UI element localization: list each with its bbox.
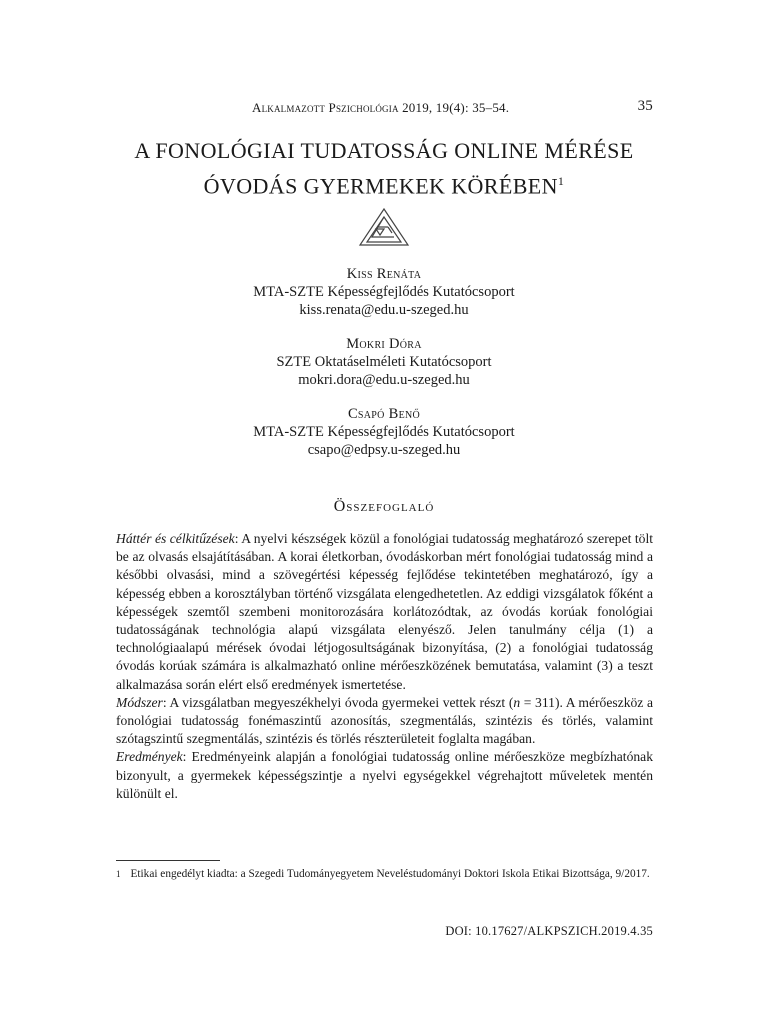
abstract-body: [116, 530, 653, 803]
results-label: Eredmények: [116, 749, 183, 765]
author-block: [0, 405, 768, 459]
title-line-2-text: ÓVODÁS GYERMEKEK KÖRÉBEN: [203, 173, 558, 199]
journal-triangle-logo-icon: [358, 207, 410, 247]
footnote-mark: 1: [116, 869, 121, 879]
footnote: [116, 865, 653, 883]
author-affiliation: MTA-SZTE Képességfejlődés Kutatócsoport: [253, 424, 515, 440]
footnote-text: Etikai engedélyt kiadta: a Szegedi Tudományegyetem Neveléstudományi Doktori Iskola Etikai Bizottsága, 9/2017.: [130, 868, 650, 880]
author-email: mokri.dora@edu.u-szeged.hu: [298, 372, 470, 388]
abstract-method: [116, 694, 653, 749]
journal-citation: Alkalmazott Pszichológia 2019, 19(4): 35–54.: [252, 100, 510, 115]
author-email: csapo@edpsy.u-szeged.hu: [307, 442, 461, 458]
author-name: Csapó Benő: [347, 406, 421, 422]
method-label: Módszer: [116, 694, 163, 710]
author-name: Kiss Renáta: [346, 266, 422, 282]
title-footnote-ref: 1: [557, 174, 565, 188]
method-text-2: = 311). A mérőeszköz a fonológiai tudatosság fonémaszintű azonosítás, szegmentálás, szintézis és törlés, valamint szótagszintű szegmentálás, szintézis és törlés részterületeit foglalta magában.: [116, 694, 653, 747]
author-affiliation: SZTE Oktatáselméleti Kutatócsoport: [276, 354, 492, 370]
abstract-results: [116, 748, 653, 803]
method-n: n: [513, 694, 521, 710]
background-text: : A nyelvi készségek közül a fonológiai tudatosság meghatározó szerepet tölt be az olvasás elsajátításában. A korai életkorban, óvodáskorban mért fonológiai tudatosság mind a későbbi olvasási, mind a szövegértési képesség fejlődése tekintetében meghatározó, így a képesség ebben a korosztályban történő vizsgálata elengedhetetlen. Az eddigi vizsgálatok főként a képességek szemtől szembeni monitorozására korlátozódtak, az óvodás korúak fonológiai tudatosságának technológia alapú vizsgálata elenyésző. Jelen tanulmány célja (1) a technológiaalapú mérések óvodai létjogosultságának bizonyítása, (2) a fonológiai tudatosság óvodás korúak számára is alkalmazható online mérőeszközének bemutatása, valamint (3) a teszt alkalmazása során elért első eredmények ismertetése.: [116, 531, 653, 692]
author-list: [0, 265, 768, 475]
doi-link[interactable]: DOI: 10.17627/ALKPSZICH.2019.4.35: [445, 924, 653, 938]
abstract-heading: Összefoglaló: [333, 498, 435, 515]
title-line-1: A FONOLÓGIAI TUDATOSSÁG ONLINE MÉRÉSE: [134, 138, 634, 163]
background-label: Háttér és célkitűzések: [116, 531, 235, 546]
author-block: [0, 335, 768, 389]
results-text: : Eredményeink alapján a fonológiai tudatosság online mérőeszköze megbízhatónak bizonyult, a gyermekek képességszintje a nyelvi egységekkel végrehajtott műveletek mentén különült el.: [116, 749, 653, 801]
author-name: Mokri Dóra: [346, 336, 422, 352]
method-text-1: : A vizsgálatban megyeszékhelyi óvoda gyermekei vettek részt (: [162, 694, 514, 710]
title-line-2: [90, 166, 678, 201]
page-number: 35: [637, 98, 653, 114]
footnote-divider: [116, 860, 220, 861]
author-block: [0, 265, 768, 319]
author-email: kiss.renata@edu.u-szeged.hu: [299, 302, 469, 318]
author-affiliation: MTA-SZTE Képességfejlődés Kutatócsoport: [253, 284, 515, 300]
article-title: [90, 135, 678, 201]
abstract-background: [116, 530, 653, 694]
